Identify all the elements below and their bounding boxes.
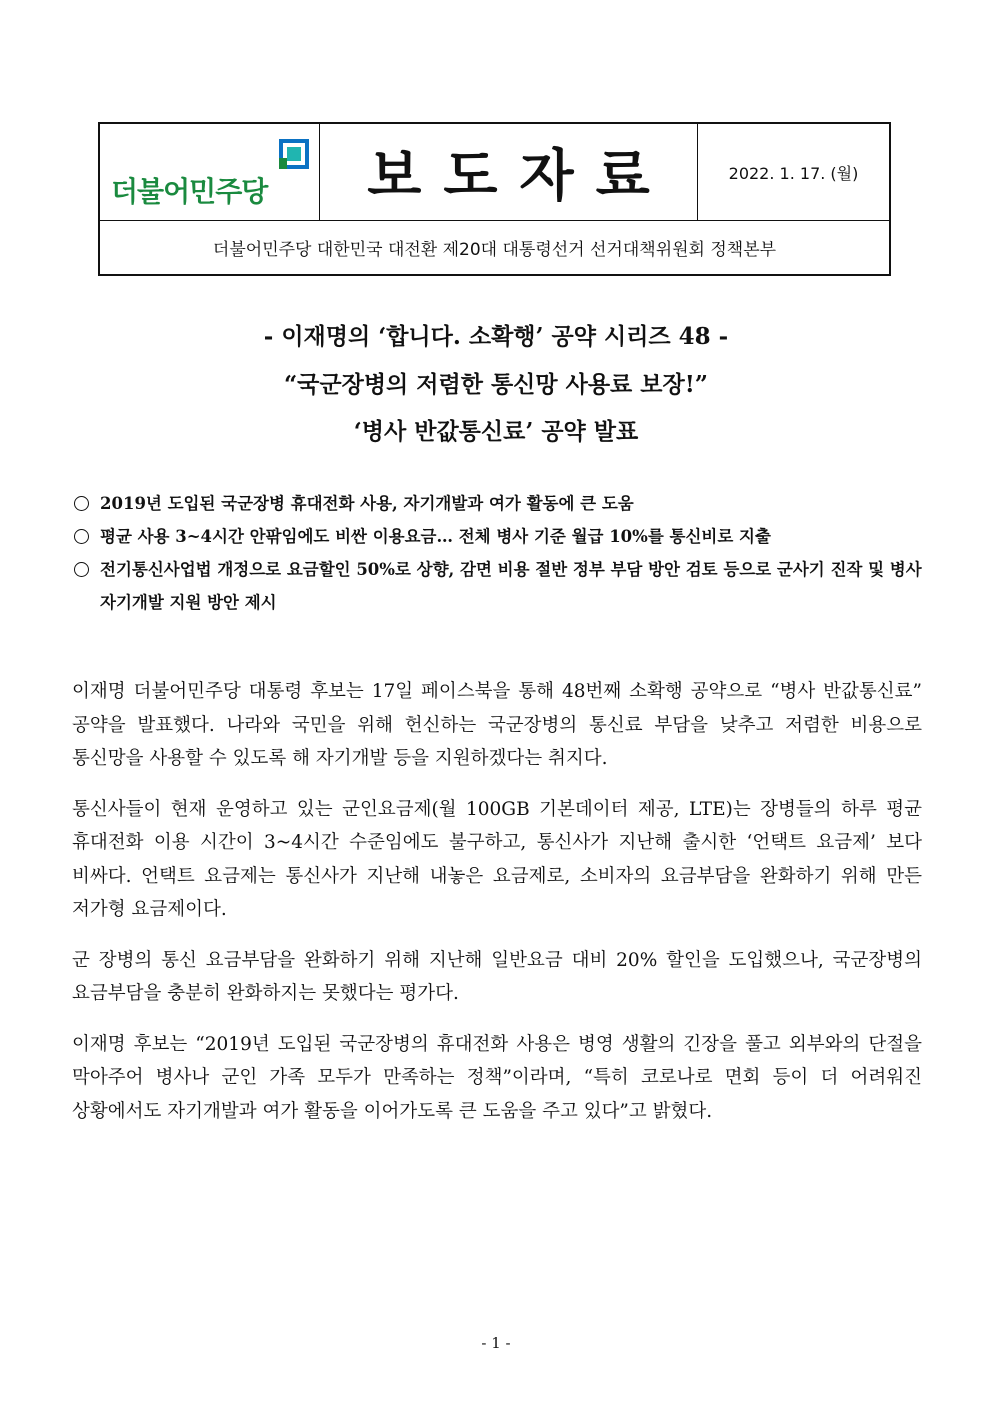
- bullet-text: 평균 사용 3~4시간 안팎임에도 비싼 이용요금… 전체 병사 기준 월급 10%를 통신비로 지출: [100, 527, 771, 546]
- bullet-item: [74, 553, 924, 619]
- date-cell: [698, 124, 889, 220]
- department-name: 더불어민주당 대한민국 대전환 제20대 대통령선거 선거대책위원회 정책본부: [212, 240, 777, 260]
- document-title-cell: [320, 124, 698, 220]
- summary-bullets: [74, 487, 924, 619]
- article-body: [72, 675, 922, 1145]
- body-paragraph: 이재명 더불어민주당 대통령 후보는 17일 페이스북을 통해 48번째 소확행 공약으로 “병사 반값통신료” 공약을 발표했다. 나라와 국민을 위해 헌신하는 국군장병의 통신료 부담을 낮추고 저렴한 비용으로 통신망을 사용할 수 있도록 해 자기개발 등을 지원하겠다는 취지다.: [72, 681, 922, 769]
- bullet-item: [74, 487, 924, 520]
- headline-sub: ‘병사 반값통신료’ 공약 발표: [353, 418, 639, 445]
- bullet-text: 전기통신사업법 개정으로 요금할인 50%로 상향, 감면 비용 절반 정부 부담 방안 검토 등으로 군사기 진작 및 병사 자기개발 지원 방안 제시: [100, 560, 922, 612]
- headline-main: “국군장병의 저렴한 통신망 사용료 보장!”: [283, 371, 709, 398]
- body-paragraph: 통신사들이 현재 운영하고 있는 군인요금제(월 100GB 기본데이터 제공, LTE)는 장병들의 하루 평균 휴대전화 이용 시간이 3~4시간 수준임에도 불구하고, 통신사가 지난해 출시한 ‘언택트 요금제’ 보다 비싸다. 언택트 요금제는 통신사가 지난해 내놓은 요금제로, 소비자의 요금부담을 완화하기 위해 만든 저가형 요금제이다.: [72, 798, 922, 920]
- party-name-logo-text: 더불어민주당: [111, 175, 268, 208]
- document-title: 보도자료: [367, 144, 672, 209]
- bullet-item: [74, 520, 924, 553]
- page-number: - 1 -: [481, 1334, 511, 1352]
- header-department-row: [100, 221, 889, 274]
- body-paragraph: 이재명 후보는 “2019년 도입된 국군장병의 휴대전화 사용은 병영 생활의 긴장을 풀고 외부와의 단절을 막아주어 병사나 군인 가족 모두가 만족하는 정책”이라며, “특히 코로나로 면회 등이 더 어려워진 상황에서도 자기개발과 여가 활동을 이어가도록 큰 도움을 주고 있다”고 밝혔다.: [72, 1033, 922, 1122]
- party-flag-icon: [278, 138, 310, 170]
- release-date: 2022. 1. 17. (월): [728, 163, 859, 183]
- headline-series: - 이재명의 ‘합니다. 소확행’ 공약 시리즈 48 -: [263, 323, 729, 350]
- circle-bullet-icon: [74, 496, 89, 511]
- press-release-header: [98, 122, 891, 276]
- header-top-row: [100, 124, 889, 221]
- party-logo: [100, 124, 320, 220]
- bullet-text: 2019년 도입된 국군장병 휴대전화 사용, 자기개발과 여가 활동에 큰 도움: [100, 494, 634, 513]
- circle-bullet-icon: [74, 529, 89, 544]
- body-paragraph: 군 장병의 통신 요금부담을 완화하기 위해 지난해 일반요금 대비 20% 할인을 도입했으나, 국군장병의 요금부담을 충분히 완화하지는 못했다는 평가다.: [72, 949, 922, 1004]
- circle-bullet-icon: [74, 562, 89, 577]
